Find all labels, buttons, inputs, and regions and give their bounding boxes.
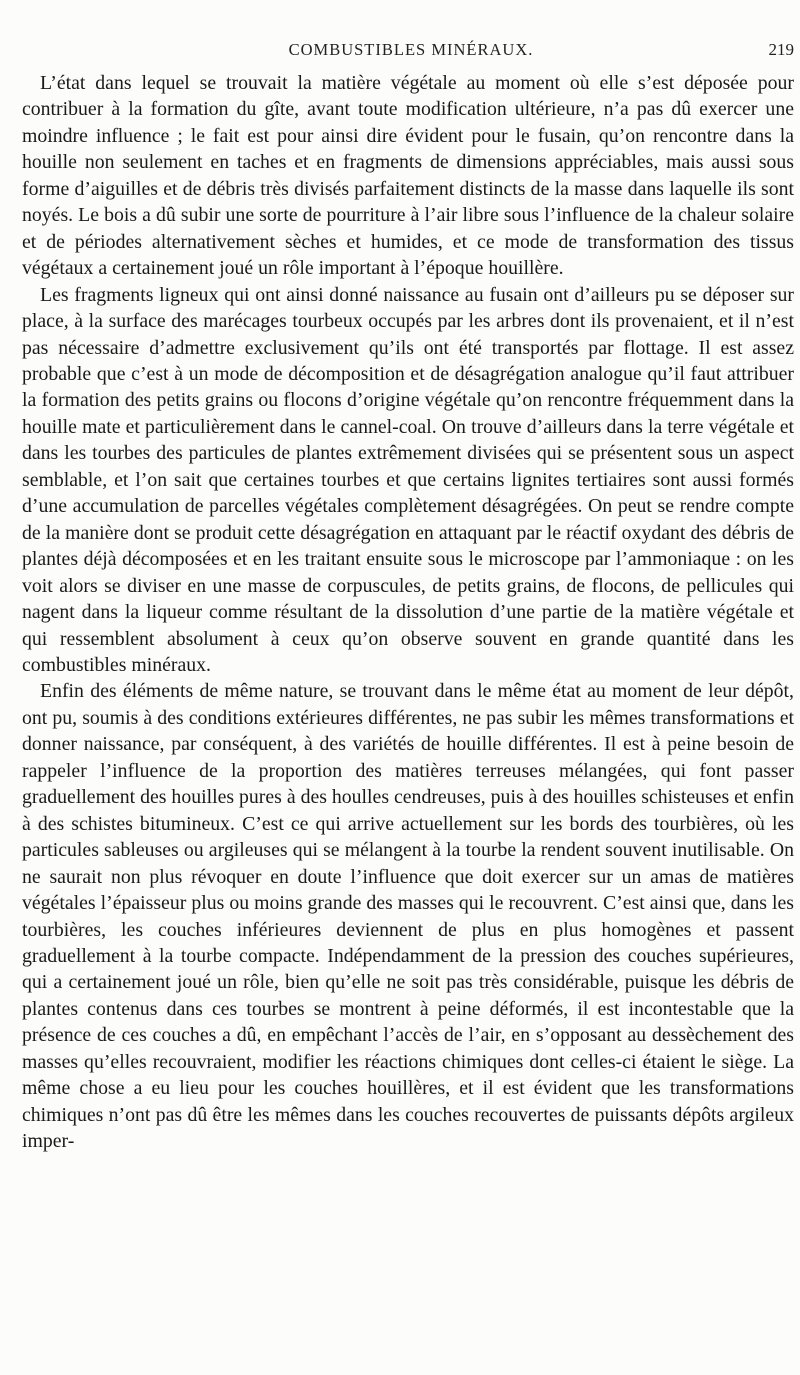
body-text bbox=[22, 70, 794, 1155]
running-title: COMBUSTIBLES MINÉRAUX. bbox=[288, 40, 534, 59]
paragraph: L’état dans lequel se trouvait la matière végétale au moment où elle s’est déposée pour contribuer à la formation du gîte, avant toute modification ultérieure, n’a pas dû exercer une moindre influence ; le fait est pour ainsi dire évident pour le fusain, qu’on rencontre dans la houille non seulement en taches et en fragments de dimensions appréciables, mais aussi sous forme d’aiguilles et de débris très divisés parfaitement distincts de la masse dans laquelle ils sont noyés. Le bois a dû subir une sorte de pourriture à l’air libre sous l’influence de la chaleur solaire et de périodes alternativement sèches et humides, et ce mode de transformation des tissus végétaux a certainement joué un rôle important à l’époque houillère. bbox=[22, 72, 794, 280]
page-number: 219 bbox=[768, 40, 794, 59]
running-head bbox=[22, 40, 800, 64]
paragraph: Les fragments ligneux qui ont ainsi donné naissance au fusain ont d’ailleurs pu se déposer sur place, à la surface des marécages tourbeux occupés par les arbres dont ils provenaient, et il n’est pas nécessaire d’admettre exclusivement qu’ils ont été transportés par flottage. Il est assez probable que c’est à un mode de décomposition et de désagrégation analogue qu’il faut attribuer la formation des petits grains ou flocons d’origine végétale qu’on rencontre fréquemment dans la houille mate et particulièrement dans le cannel-coal. On trouve d’ailleurs dans la terre végétale et dans les tourbes des particules de plantes extrêmement divisées qui se présentent sous un aspect semblable, et l’on sait que certaines tourbes et que certains lignites tertiaires sont aussi formés d’une accumulation de parcelles végétales complètement désagrégées. On peut se rendre compte de la manière dont se produit cette désagrégation en attaquant par le réactif oxydant des débris de plantes déjà décomposées et en les traitant ensuite sous le microscope par l’ammoniaque : on les voit alors se diviser en une masse de corpuscules, de petits grains, de flocons, de pellicules qui nagent dans la liqueur comme résultant de la dissolution d’une partie de la matière végétale et qui ressemblent absolument à ceux qu’on observe souvent en grande quantité dans les combustibles minéraux. bbox=[22, 283, 794, 676]
paragraph: Enfin des éléments de même nature, se trouvant dans le même état au moment de leur dépôt, ont pu, soumis à des conditions extérieures différentes, ne pas subir les mêmes transformations et donner naissance, par conséquent, à des variétés de houille différentes. Il est à peine besoin de rappeler l’influence de la proportion des matières terreuses mélangées, qui font passer graduellement des houilles pures à des houlles cendreuses, puis à des houilles schisteuses et enfin à des schistes bitumineux. C’est ce qui arrive actuellement sur les bords des tourbières, où les particules sableuses ou argileuses qui se mélangent à la tourbe la rendent souvent inutilisable. On ne saurait non plus révoquer en doute l’influence que doit exercer sur un amas de matières végétales l’épaisseur plus ou moins grande des masses qui le recouvrent. C’est ainsi que, dans les tourbières, les couches inférieures deviennent de plus en plus homogènes et passent graduellement à la tourbe compacte. Indépendamment de la pression des couches supérieures, qui a certainement joué un rôle, bien qu’elle ne soit pas très considérable, puisque les débris de plantes contenus dans ces tourbes se montrent à peine déformés, il est incontestable que la présence de ces couches a dû, en empêchant l’accès de l’air, en s’opposant au dessèchement des masses qu’elles recouvraient, modifier les réactions chimiques dont celles-ci étaient le siège. La même chose a eu lieu pour les couches houillères, et il est évident que les transformations chimiques n’ont pas dû être les mêmes dans les couches recouvertes de puissants dépôts argileux imper- bbox=[22, 680, 794, 1153]
